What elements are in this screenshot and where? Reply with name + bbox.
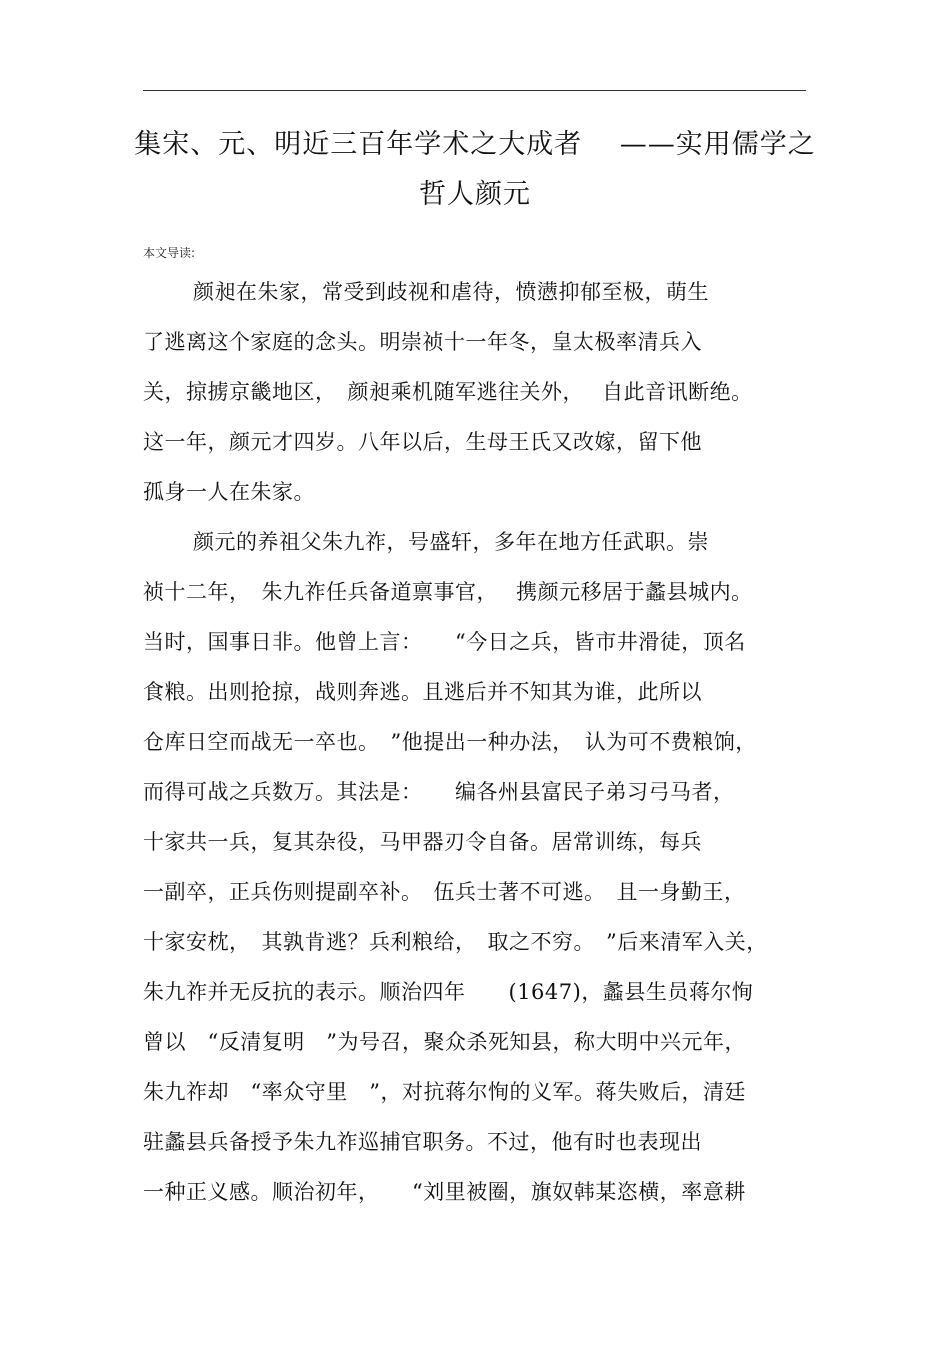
body-line: 颜元的养祖父朱九祚，号盛轩，多年在地方任武职。崇 xyxy=(193,530,709,554)
body-line: 孤身一人在朱家。 xyxy=(143,480,315,504)
body-line: 一种正义感。顺治初年， “刘里被圈，旗奴韩某恣横，率意耕 xyxy=(143,1180,746,1204)
body-line: 仓库日空而战无一卒也。 ”他提出一种办法， 认为可不费粮饷， xyxy=(143,730,757,754)
body-line: 祯十二年， 朱九祚任兵备道禀事官， 携颜元移居于蠡县城内。 xyxy=(143,580,753,604)
document-title-line-1: 集宋、元、明近三百年学术之大成者 ——实用儒学之 xyxy=(134,129,816,160)
body-line: 朱九祚却 “率众守里 ”，对抗蒋尔恂的义军。蒋失败后，清廷 xyxy=(143,1080,746,1104)
body-line: 朱九祚并无反抗的表示。顺治四年 (1647)，蠡县生员蒋尔恂 xyxy=(143,980,754,1004)
intro-label: 本文导读: xyxy=(143,246,196,260)
body-line: 这一年，颜元才四岁。八年以后，生母王氏又改嫁，留下他 xyxy=(143,430,702,454)
body-line: 食粮。出则抢掠，战则奔逃。且逃后并不知其为谁，此所以 xyxy=(143,680,702,704)
document-title-line-2: 哲人颜元 xyxy=(419,179,531,210)
body-line: 十家安枕， 其孰肯逃？兵利粮给， 取之不穷。 ”后来清军入关， xyxy=(143,930,768,954)
body-line: 而得可战之兵数万。其法是： 编各州县富民子弟习弓马者， xyxy=(143,780,735,804)
body-line: 颜昶在朱家，常受到歧视和虐待，愤懑抑郁至极，萌生 xyxy=(193,280,709,304)
header-rule xyxy=(143,90,806,91)
body-line: 一副卒，正兵伤则提副卒补。 伍兵士著不可逃。 且一身勤王， xyxy=(143,880,746,904)
body-line: 驻蠡县兵备授予朱九祚巡捕官职务。不过，他有时也表现出 xyxy=(143,1130,702,1154)
body-line: 了逃离这个家庭的念头。明崇祯十一年冬，皇太极率清兵入 xyxy=(143,330,702,354)
body-line: 曾以 “反清复明 ”为号召，聚众杀死知县，称大明中兴元年， xyxy=(143,1030,746,1054)
body-line: 十家共一兵，复其杂役，马甲器刃令自备。居常训练，每兵 xyxy=(143,830,702,854)
body-line: 关，掠掳京畿地区， 颜昶乘机随军逃往关外， 自此音讯断绝。 xyxy=(143,380,753,404)
body-line: 当时，国事日非。他曾上言： “今日之兵，皆市井滑徒，顶名 xyxy=(143,630,746,654)
